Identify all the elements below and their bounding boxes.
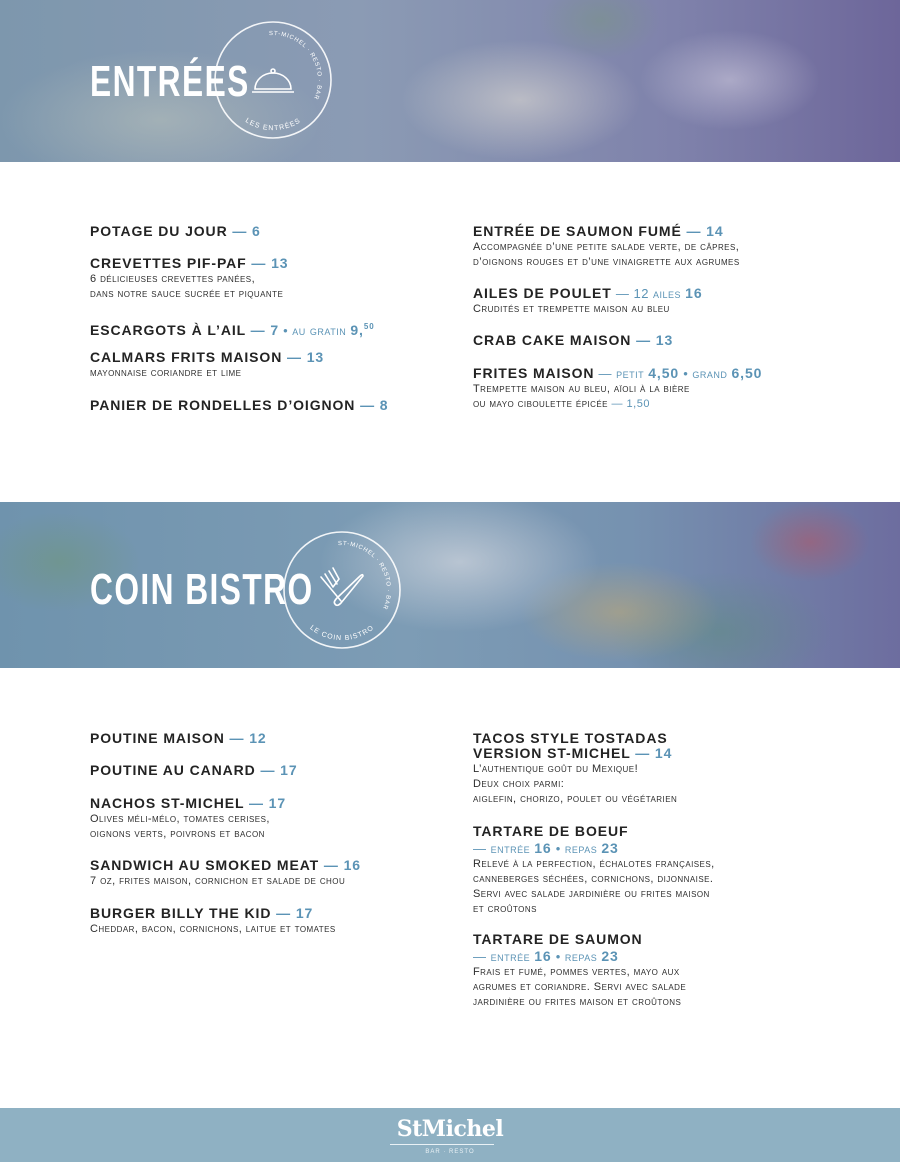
- menu-item: [90, 858, 470, 889]
- price: 23: [601, 840, 619, 856]
- item-name: [90, 796, 470, 811]
- item-name: [473, 366, 853, 381]
- description-text: L’authentique goût du Mexique!: [473, 763, 639, 775]
- badge-bottom-text: LE COIN BISTRO: [308, 624, 376, 643]
- item-name: [90, 350, 470, 365]
- price-label: — petit: [594, 366, 649, 381]
- description-text: Trempette maison au bleu, aïoli à la bière: [473, 383, 690, 395]
- description-line: [90, 287, 470, 302]
- price-label: • au gratin: [279, 323, 351, 338]
- item-description: [473, 382, 853, 412]
- price: 16: [534, 840, 552, 856]
- item-name: [90, 398, 470, 413]
- description-line: [473, 382, 853, 397]
- item-name: [90, 224, 470, 239]
- entrees-banner: [0, 0, 900, 162]
- menu-item: [473, 224, 853, 270]
- item-description: [90, 366, 470, 381]
- price-label: — 12 ailes: [611, 286, 686, 301]
- item-name: [473, 286, 853, 301]
- fork-knife-icon: [321, 568, 363, 605]
- description-line: [90, 812, 470, 827]
- badge-top-text: ST-MICHEL · RESTO · BAR: [337, 540, 391, 611]
- description-line: [473, 980, 853, 995]
- price-label: • grand: [679, 366, 732, 381]
- item-title: CALMARS FRITS MAISON: [90, 349, 283, 365]
- description-text: Olives méli-mélo, tomates cerises,: [90, 813, 270, 825]
- item-description: [473, 240, 853, 270]
- item-title: ENTRÉE DE SAUMON FUMÉ: [473, 223, 682, 239]
- menu-item: [90, 224, 470, 240]
- item-name: [90, 906, 470, 921]
- description-text: Frais et fumé, pommes vertes, mayo aux: [473, 966, 680, 978]
- price: — 17: [255, 762, 298, 778]
- description-line: [473, 965, 853, 980]
- menu-item: [473, 731, 853, 807]
- menu-item: [473, 932, 853, 1010]
- description-line: [473, 887, 853, 902]
- description-text: agrumes et coriandre. Servi avec salade: [473, 981, 687, 993]
- description-text: Cheddar, bacon, cornichons, laitue et tomates: [90, 923, 336, 935]
- menu-item: [473, 366, 853, 412]
- description-text: Relevé à la perfection, échalotes françaises,: [473, 858, 715, 870]
- description-text: 6 délicieuses crevettes panées,: [90, 273, 256, 285]
- st-michel-logo: StMichel: [396, 1116, 504, 1142]
- menu-item: [473, 333, 853, 349]
- item-description: [90, 812, 470, 842]
- description-line: [473, 995, 853, 1010]
- item-price-line: [473, 841, 853, 856]
- description-line: [473, 240, 853, 255]
- price: 16: [534, 948, 552, 964]
- item-description: [473, 762, 853, 807]
- description-line: [473, 792, 853, 807]
- menu-item: [90, 763, 470, 779]
- menu-item: [90, 398, 470, 414]
- item-name: [90, 858, 470, 873]
- item-description: [90, 272, 470, 302]
- menu-item: [473, 824, 853, 917]
- menu-item: [90, 796, 470, 842]
- item-name: [473, 731, 853, 746]
- item-name: [473, 932, 853, 947]
- item-description: [90, 874, 470, 889]
- extra-price: — 1,50: [611, 398, 650, 410]
- description-line: [90, 366, 470, 381]
- menu-item: [473, 286, 853, 317]
- item-description: [473, 965, 853, 1010]
- description-text: Servi avec salade jardinière ou frites maison: [473, 888, 710, 900]
- item-title: ESCARGOTS À L’AIL: [90, 322, 246, 338]
- item-title: POUTINE MAISON: [90, 730, 225, 746]
- price: 23: [601, 948, 619, 964]
- description-text: Deux choix parmi:: [473, 778, 565, 790]
- item-name: [90, 319, 470, 338]
- description-line: [90, 874, 470, 889]
- item-price-line: [473, 949, 853, 964]
- price: — 17: [271, 905, 314, 921]
- price-label: • repas: [551, 841, 602, 856]
- description-text: et croûtons: [473, 903, 537, 915]
- item-name: [473, 333, 853, 348]
- item-name: [90, 256, 470, 271]
- item-title: AILES DE POULET: [473, 285, 612, 301]
- description-text: aiglefin, chorizo, poulet ou végétarien: [473, 793, 678, 805]
- description-text: 7 oz, frites maison, cornichon et salade de chou: [90, 875, 346, 887]
- description-text: oignons verts, poivrons et bacon: [90, 828, 265, 840]
- logo-tagline: BAR · RESTO: [425, 1149, 475, 1155]
- description-line: [473, 902, 853, 917]
- price-label: — entrée: [473, 949, 535, 964]
- description-line: [473, 302, 853, 317]
- description-line: [90, 922, 470, 937]
- item-name: [90, 731, 470, 746]
- description-line: [90, 272, 470, 287]
- item-description: [473, 302, 853, 317]
- price: — 8: [355, 397, 389, 413]
- bistro-badge: [281, 529, 403, 651]
- entrees-badge: [212, 19, 334, 141]
- badge-top-text: ST-MICHEL · RESTO · BAR: [268, 30, 322, 101]
- description-text: ou mayo ciboulette épicée: [473, 398, 608, 410]
- item-title: VERSION ST-MICHEL: [473, 745, 631, 761]
- bistro-banner: [0, 502, 900, 668]
- description-text: canneberges séchées, cornichons, dijonnaise.: [473, 873, 714, 885]
- price: — 13: [631, 332, 674, 348]
- price: — 6: [227, 223, 261, 239]
- item-title: PANIER DE RONDELLES D’OIGNON: [90, 397, 356, 413]
- description-line: [473, 255, 853, 270]
- item-title: BURGER BILLY THE KID: [90, 905, 272, 921]
- price: 16: [685, 285, 703, 301]
- item-title: TARTARE DE BOEUF: [473, 823, 629, 839]
- badge-bottom-text: LES ENTRÉES: [243, 117, 303, 133]
- menu-item: [90, 731, 470, 747]
- description-text: Crudités et trempette maison au bleu: [473, 303, 670, 315]
- description-text: mayonnaise coriandre et lime: [90, 367, 242, 379]
- description-text: d’oignons rouges et d’une vinaigrette aux agrumes: [473, 256, 740, 268]
- description-line: [473, 857, 853, 872]
- price: — 16: [319, 857, 361, 873]
- item-title: POTAGE DU JOUR: [90, 223, 228, 239]
- price: — 14: [630, 745, 673, 761]
- description-line: [473, 777, 853, 792]
- footer: [0, 1108, 900, 1162]
- section-title: COIN BISTRO: [90, 565, 314, 614]
- price: — 12: [224, 730, 267, 746]
- item-description: [90, 922, 470, 937]
- logo-divider: [390, 1144, 494, 1145]
- price-label: • repas: [551, 949, 602, 964]
- item-title: FRITES MAISON: [473, 365, 595, 381]
- item-title: POUTINE AU CANARD: [90, 762, 256, 778]
- menu-item: [90, 906, 470, 937]
- price: 6,50: [731, 365, 763, 381]
- item-title: NACHOS ST-MICHEL: [90, 795, 245, 811]
- description-line: [473, 872, 853, 887]
- price: — 17: [244, 795, 287, 811]
- description-line: [473, 762, 853, 777]
- item-title: CRAB CAKE MAISON: [473, 332, 632, 348]
- cloche-icon: [252, 69, 294, 92]
- item-title: SANDWICH AU SMOKED MEAT: [90, 857, 320, 873]
- description-text: jardinière ou frites maison et croûtons: [473, 996, 682, 1008]
- item-description: [473, 857, 853, 917]
- menu-item: [90, 319, 470, 339]
- item-title: TARTARE DE SAUMON: [473, 931, 643, 947]
- item-name: [473, 224, 853, 239]
- section-title: ENTRÉES: [90, 57, 250, 106]
- price: 4,50: [648, 365, 680, 381]
- item-name-line2: [473, 746, 853, 761]
- price: — 14: [681, 223, 724, 239]
- description-line: [473, 397, 853, 412]
- price: 9,: [350, 322, 364, 338]
- item-name: [90, 763, 470, 778]
- menu-item: [90, 256, 470, 302]
- item-name: [473, 824, 853, 839]
- description-line: [90, 827, 470, 842]
- price: 50: [363, 322, 375, 331]
- description-text: Accompagnée d’une petite salade verte, de câpres,: [473, 241, 740, 253]
- price: — 13: [282, 349, 325, 365]
- item-title: CREVETTES PIF-PAF: [90, 255, 247, 271]
- price: — 13: [246, 255, 289, 271]
- price: — 7: [245, 322, 280, 338]
- price-label: — entrée: [473, 841, 535, 856]
- item-title: TACOS STYLE TOSTADAS: [473, 730, 668, 746]
- menu-item: [90, 350, 470, 381]
- description-text: dans notre sauce sucrée et piquante: [90, 288, 284, 300]
